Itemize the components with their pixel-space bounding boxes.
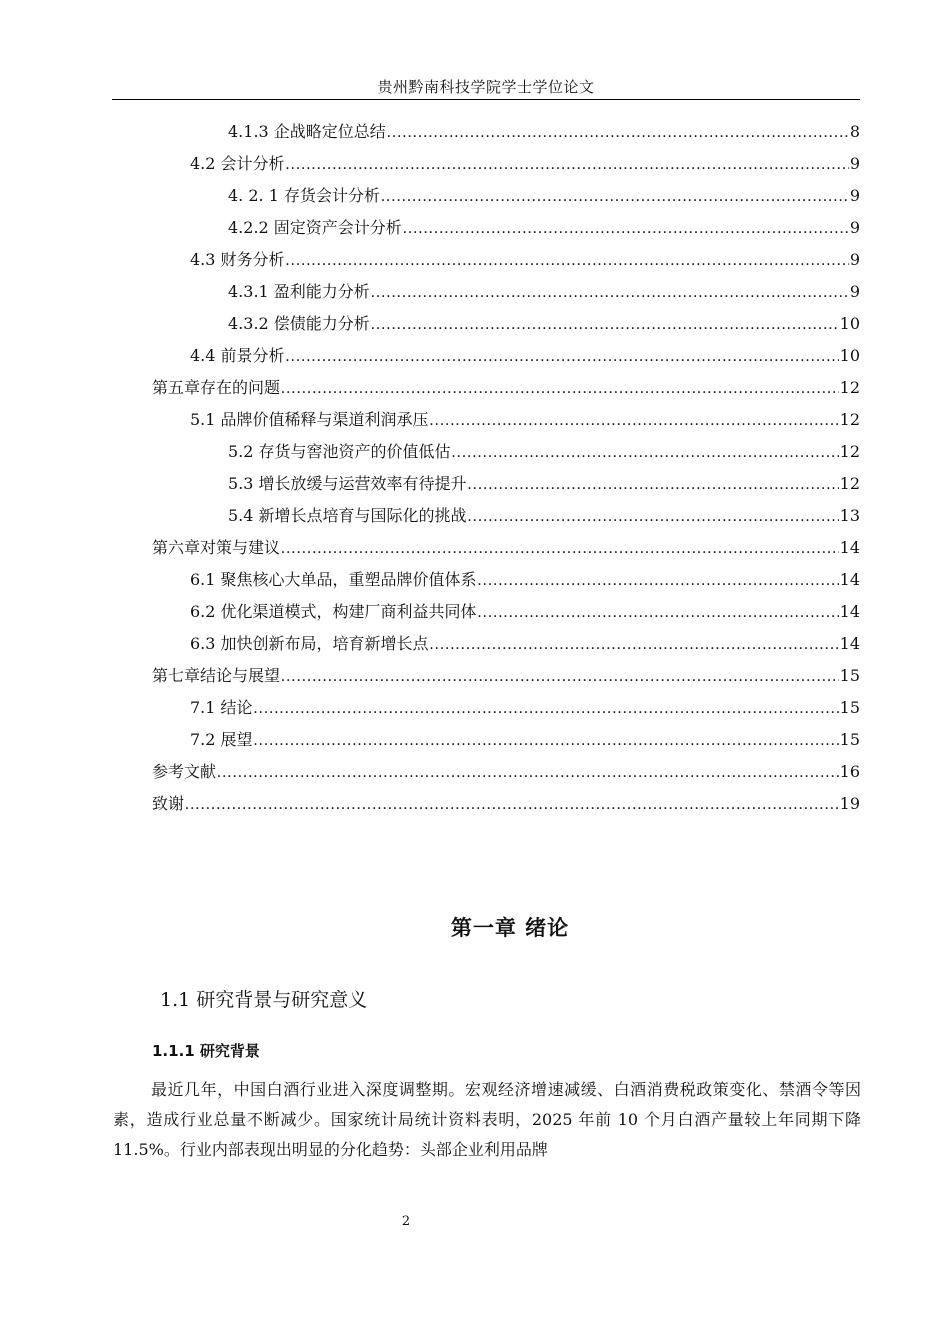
page-number: 2 xyxy=(401,1214,411,1229)
toc-entry-page: 10 xyxy=(839,314,860,333)
toc-dot-leader xyxy=(430,631,839,659)
toc-dot-leader xyxy=(371,311,839,339)
toc-entry[interactable] xyxy=(228,438,860,466)
toc-entry-page: 12 xyxy=(839,474,860,493)
toc-entry-page: 15 xyxy=(839,698,860,717)
toc-entry-page: 16 xyxy=(839,762,860,781)
toc-entry[interactable] xyxy=(190,342,860,370)
toc-entry[interactable] xyxy=(190,598,860,626)
header-divider xyxy=(112,99,860,100)
section-title: 1.1 研究背景与研究意义 xyxy=(160,989,368,1011)
toc-dot-leader xyxy=(286,151,849,179)
toc-dot-leader xyxy=(468,471,839,499)
toc-entry-page: 9 xyxy=(849,282,860,301)
toc-dot-leader xyxy=(403,215,849,243)
toc-entry-page: 12 xyxy=(839,442,860,461)
toc-dot-leader xyxy=(478,567,839,595)
toc-entry-label: 第六章对策与建议 xyxy=(152,538,281,557)
toc-dot-leader xyxy=(254,727,839,755)
toc-entry[interactable] xyxy=(190,406,860,434)
toc-entry[interactable] xyxy=(228,310,860,338)
toc-entry-page: 14 xyxy=(839,634,860,653)
toc-entry-label: 4.4 前景分析 xyxy=(190,346,285,365)
toc-entry-page: 10 xyxy=(839,346,860,365)
toc-entry[interactable] xyxy=(228,502,860,530)
toc-entry-label: 4.3.1 盈利能力分析 xyxy=(228,282,370,301)
toc-entry-page: 14 xyxy=(839,570,860,589)
toc-entry-page: 9 xyxy=(849,218,860,237)
toc-entry[interactable] xyxy=(228,214,860,242)
toc-entry[interactable] xyxy=(190,630,860,658)
toc-dot-leader xyxy=(387,119,849,147)
toc-dot-leader xyxy=(254,695,839,723)
toc-entry-label: 6.3 加快创新布局，培育新增长点 xyxy=(190,634,429,653)
toc-dot-leader xyxy=(478,599,839,627)
toc-dot-leader xyxy=(286,247,849,275)
body-paragraph: 最近几年，中国白酒行业进入深度调整期。宏观经济增速减缓、白酒消费税政策变化、禁酒令等因素，造成行业总量不断减少。国家统计局统计资料表明，2025 年前 10 个月白酒产量较上年同期下降 11.5%。行业内部表现出明显的分化趋势：头部企业利用品牌 xyxy=(113,1080,861,1159)
toc-entry-page: 12 xyxy=(839,378,860,397)
toc-entry-page: 15 xyxy=(839,730,860,749)
toc-dot-leader xyxy=(430,407,839,435)
toc-entry-label: 4.1.3 企战略定位总结 xyxy=(228,122,386,141)
toc-entry-label: 第五章存在的问题 xyxy=(152,378,281,397)
toc-entry-page: 13 xyxy=(839,506,860,525)
toc-entry-label: 6.1 聚焦核心大单品，重塑品牌价值体系 xyxy=(190,570,477,589)
toc-entry-page: 12 xyxy=(839,410,860,429)
toc-entry-label: 4. 2. 1 存货会计分析 xyxy=(228,186,380,205)
subsection-title: 1.1.1 研究背景 xyxy=(152,1042,260,1060)
toc-entry[interactable] xyxy=(228,470,860,498)
toc-entry[interactable] xyxy=(152,374,860,402)
toc-entry-label: 5.3 增长放缓与运营效率有待提升 xyxy=(228,474,467,493)
chapter-title: 第一章 绪论 xyxy=(450,916,570,940)
toc-entry[interactable] xyxy=(190,246,860,274)
toc-entry-page: 19 xyxy=(839,794,860,813)
toc-entry-label: 4.3.2 偿债能力分析 xyxy=(228,314,370,333)
toc-entry-label: 第七章结论与展望 xyxy=(152,666,281,685)
toc-entry-label: 4.2 会计分析 xyxy=(190,154,285,173)
toc-entry[interactable] xyxy=(228,182,860,210)
toc-dot-leader xyxy=(281,535,839,563)
toc-entry-page: 9 xyxy=(849,186,860,205)
toc-entry[interactable] xyxy=(152,662,860,690)
toc-entry-page: 14 xyxy=(839,602,860,621)
toc-entry[interactable] xyxy=(190,694,860,722)
toc-entry-page: 14 xyxy=(839,538,860,557)
toc-dot-leader xyxy=(286,343,839,371)
toc-dot-leader xyxy=(468,503,839,531)
toc-entry-label: 6.2 优化渠道模式，构建厂商利益共同体 xyxy=(190,602,477,621)
toc-dot-leader xyxy=(371,279,849,307)
toc-entry-page: 15 xyxy=(839,666,860,685)
toc-entry-page: 9 xyxy=(849,250,860,269)
toc-entry-label: 7.1 结论 xyxy=(190,698,253,717)
page-header: 贵州黔南科技学院学士学位论文 xyxy=(377,78,595,96)
toc-entry-label: 5.1 品牌价值稀释与渠道利润承压 xyxy=(190,410,429,429)
toc-dot-leader xyxy=(185,791,839,819)
toc-entry[interactable] xyxy=(190,566,860,594)
toc-entry-label: 5.2 存货与窖池资产的价值低估 xyxy=(228,442,451,461)
toc-entry[interactable] xyxy=(152,534,860,562)
toc-entry[interactable] xyxy=(190,150,860,178)
toc-entry-label: 参考文献 xyxy=(152,762,217,781)
toc-dot-leader xyxy=(281,375,839,403)
toc-dot-leader xyxy=(281,663,839,691)
toc-dot-leader xyxy=(452,439,839,467)
toc-entry-label: 5.4 新增长点培育与国际化的挑战 xyxy=(228,506,467,525)
toc-dot-leader xyxy=(381,183,849,211)
toc-entry[interactable] xyxy=(152,790,860,818)
toc-entry[interactable] xyxy=(228,118,860,146)
toc-entry-label: 7.2 展望 xyxy=(190,730,253,749)
toc-entry[interactable] xyxy=(228,278,860,306)
toc-entry-label: 致谢 xyxy=(152,794,185,813)
toc-dot-leader xyxy=(217,759,839,787)
toc-entry-label: 4.3 财务分析 xyxy=(190,250,285,269)
toc-entry-label: 4.2.2 固定资产会计分析 xyxy=(228,218,402,237)
toc-entry-page: 9 xyxy=(849,154,860,173)
toc-entry[interactable] xyxy=(190,726,860,754)
toc-entry-page: 8 xyxy=(849,122,860,141)
toc-entry[interactable] xyxy=(152,758,860,786)
